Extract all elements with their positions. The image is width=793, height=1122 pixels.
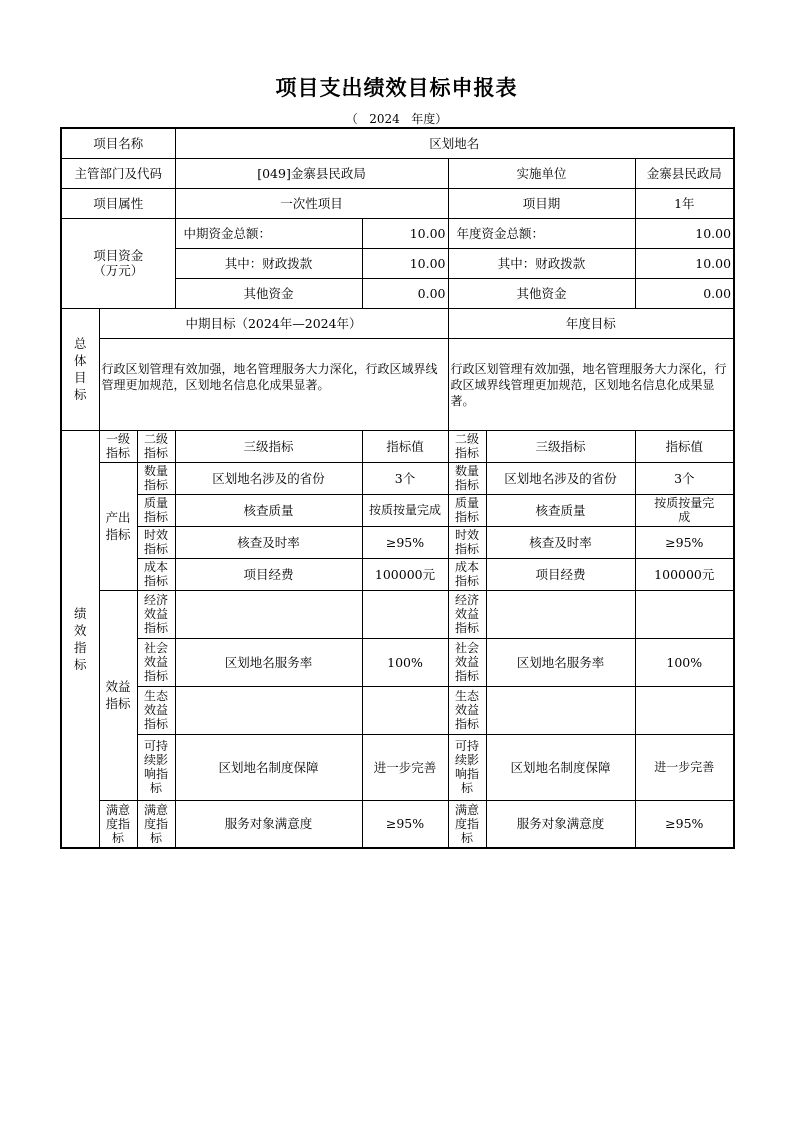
sustain-value-year: 进一步完善 [635, 734, 734, 800]
row-attribute [61, 188, 734, 218]
funds-label-text: 项目资金 [93, 248, 144, 263]
year-other-label: 其他资金 [448, 278, 635, 308]
cost-value-year: 100000元 [635, 558, 734, 590]
time-value: ≥95% [362, 526, 448, 558]
satis-value-year: ≥95% [635, 800, 734, 848]
social-value-year: 100% [635, 638, 734, 686]
year-target-text: 行政区划管理有效加强，地名管理服务大力深化，行政区域界线管理更加规范，区划地名信息化成果显著。 [448, 338, 734, 430]
header-level2: 二级指标 [137, 430, 175, 462]
table-row [61, 734, 734, 800]
quality-value-year: 按质按量完成 [635, 494, 734, 526]
mid-other-value: 0.00 [362, 278, 448, 308]
dept-label: 主管部门及代码 [61, 158, 175, 188]
attr-value: 一次性项目 [175, 188, 448, 218]
social-value: 100% [362, 638, 448, 686]
social-indicator-year: 区划地名服务率 [486, 638, 635, 686]
overall-label-text: 总体目标 [73, 336, 87, 402]
eco-indicator-year [486, 686, 635, 734]
time-l2-year: 时效指标 [448, 526, 486, 558]
cost-indicator: 项目经费 [175, 558, 362, 590]
table-row [61, 590, 734, 638]
quality-value: 按质按量完成 [362, 494, 448, 526]
qty-value-year: 3个 [635, 462, 734, 494]
project-name-value: 区划地名 [175, 128, 734, 158]
header-level1: 一级指标 [99, 430, 137, 462]
header-level3: 三级指标 [175, 430, 362, 462]
sustain-indicator: 区划地名制度保障 [175, 734, 362, 800]
table-row [61, 494, 734, 526]
sustain-indicator-year: 区划地名制度保障 [486, 734, 635, 800]
funds-unit-text: （万元） [93, 263, 144, 278]
social-l2-year: 社会效益指标 [448, 638, 486, 686]
header-value-year: 指标值 [635, 430, 734, 462]
qty-indicator-year: 区划地名涉及的省份 [486, 462, 635, 494]
social-l2: 社会效益指标 [137, 638, 175, 686]
year-fiscal-value: 10.00 [635, 248, 734, 278]
output-label-text: 产出指标 [105, 510, 131, 542]
mid-target-header: 中期目标（2024年—2024年） [99, 308, 448, 338]
mid-fiscal-label: 其中：财政拨款 [175, 248, 362, 278]
row-project-name [61, 128, 734, 158]
row-overall-header [61, 308, 734, 338]
row-department [61, 158, 734, 188]
mid-total-value: 10.00 [362, 218, 448, 248]
sustain-value: 进一步完善 [362, 734, 448, 800]
year-open: （ [345, 112, 358, 126]
row-perf-header [61, 430, 734, 462]
satis-value: ≥95% [362, 800, 448, 848]
sustain-l2: 可持续影响指标 [137, 734, 175, 800]
satis-l1: 满意度指标 [99, 800, 137, 848]
econ-indicator [175, 590, 362, 638]
mid-target-text: 行政区划管理有效加强，地名管理服务大力深化，行政区域界线管理更加规范，区划地名信息化成果显著。 [99, 338, 448, 430]
econ-l2: 经济效益指标 [137, 590, 175, 638]
year-value: 2024 [369, 112, 400, 126]
table-row [61, 686, 734, 734]
satis-indicator-year: 服务对象满意度 [486, 800, 635, 848]
quality-l2-year: 质量指标 [448, 494, 486, 526]
row-overall-text [61, 338, 734, 430]
year-other-value: 0.00 [635, 278, 734, 308]
eco-l2: 生态效益指标 [137, 686, 175, 734]
year-unit: 年度） [411, 112, 448, 126]
year-total-value: 10.00 [635, 218, 734, 248]
table-row [61, 462, 734, 494]
quality-indicator-year: 核查质量 [486, 494, 635, 526]
time-indicator: 核查及时率 [175, 526, 362, 558]
performance-target-table [60, 127, 735, 849]
impl-value: 金寨县民政局 [635, 158, 734, 188]
project-name-label: 项目名称 [61, 128, 175, 158]
cost-l2: 成本指标 [137, 558, 175, 590]
satis-l2-year: 满意度指标 [448, 800, 486, 848]
econ-indicator-year [486, 590, 635, 638]
eco-l2-year: 生态效益指标 [448, 686, 486, 734]
satis-l2: 满意度指标 [137, 800, 175, 848]
period-value: 1年 [635, 188, 734, 218]
period-label: 项目期 [448, 188, 635, 218]
overall-label [61, 308, 99, 430]
year-total-label: 年度资金总额： [448, 218, 635, 248]
header-level2-year: 二级指标 [448, 430, 486, 462]
header-value: 指标值 [362, 430, 448, 462]
time-value-year: ≥95% [635, 526, 734, 558]
table-row [61, 526, 734, 558]
cost-l2-year: 成本指标 [448, 558, 486, 590]
form-title: 项目支出绩效目标申报表 [275, 76, 518, 100]
dept-value: [049]金寨县民政局 [175, 158, 448, 188]
econ-value-year [635, 590, 734, 638]
row-funds-total [61, 218, 734, 248]
attr-label: 项目属性 [61, 188, 175, 218]
table-row [61, 800, 734, 848]
econ-l2-year: 经济效益指标 [448, 590, 486, 638]
econ-value [362, 590, 448, 638]
quality-l2: 质量指标 [137, 494, 175, 526]
impl-label: 实施单位 [448, 158, 635, 188]
eco-value-year [635, 686, 734, 734]
benefit-label-text: 效益指标 [105, 679, 131, 711]
social-indicator: 区划地名服务率 [175, 638, 362, 686]
perf-label [61, 430, 99, 848]
header-level3-year: 三级指标 [486, 430, 635, 462]
qty-indicator: 区划地名涉及的省份 [175, 462, 362, 494]
mid-fiscal-value: 10.00 [362, 248, 448, 278]
cost-value: 100000元 [362, 558, 448, 590]
table-row [61, 558, 734, 590]
perf-label-text: 绩效指标 [73, 605, 87, 672]
year-fiscal-label: 其中：财政拨款 [448, 248, 635, 278]
qty-l2: 数量指标 [137, 462, 175, 494]
benefit-label [99, 590, 137, 800]
mid-other-label: 其他资金 [175, 278, 362, 308]
time-indicator-year: 核查及时率 [486, 526, 635, 558]
qty-value: 3个 [362, 462, 448, 494]
output-label [99, 462, 137, 590]
eco-value [362, 686, 448, 734]
qty-l2-year: 数量指标 [448, 462, 486, 494]
eco-indicator [175, 686, 362, 734]
funds-label [61, 218, 175, 308]
year-line [0, 110, 793, 127]
sustain-l2-year: 可持续影响指标 [448, 734, 486, 800]
cost-indicator-year: 项目经费 [486, 558, 635, 590]
table-row [61, 638, 734, 686]
time-l2: 时效指标 [137, 526, 175, 558]
satis-indicator: 服务对象满意度 [175, 800, 362, 848]
mid-total-label: 中期资金总额： [175, 218, 362, 248]
quality-indicator: 核查质量 [175, 494, 362, 526]
year-target-header: 年度目标 [448, 308, 734, 338]
